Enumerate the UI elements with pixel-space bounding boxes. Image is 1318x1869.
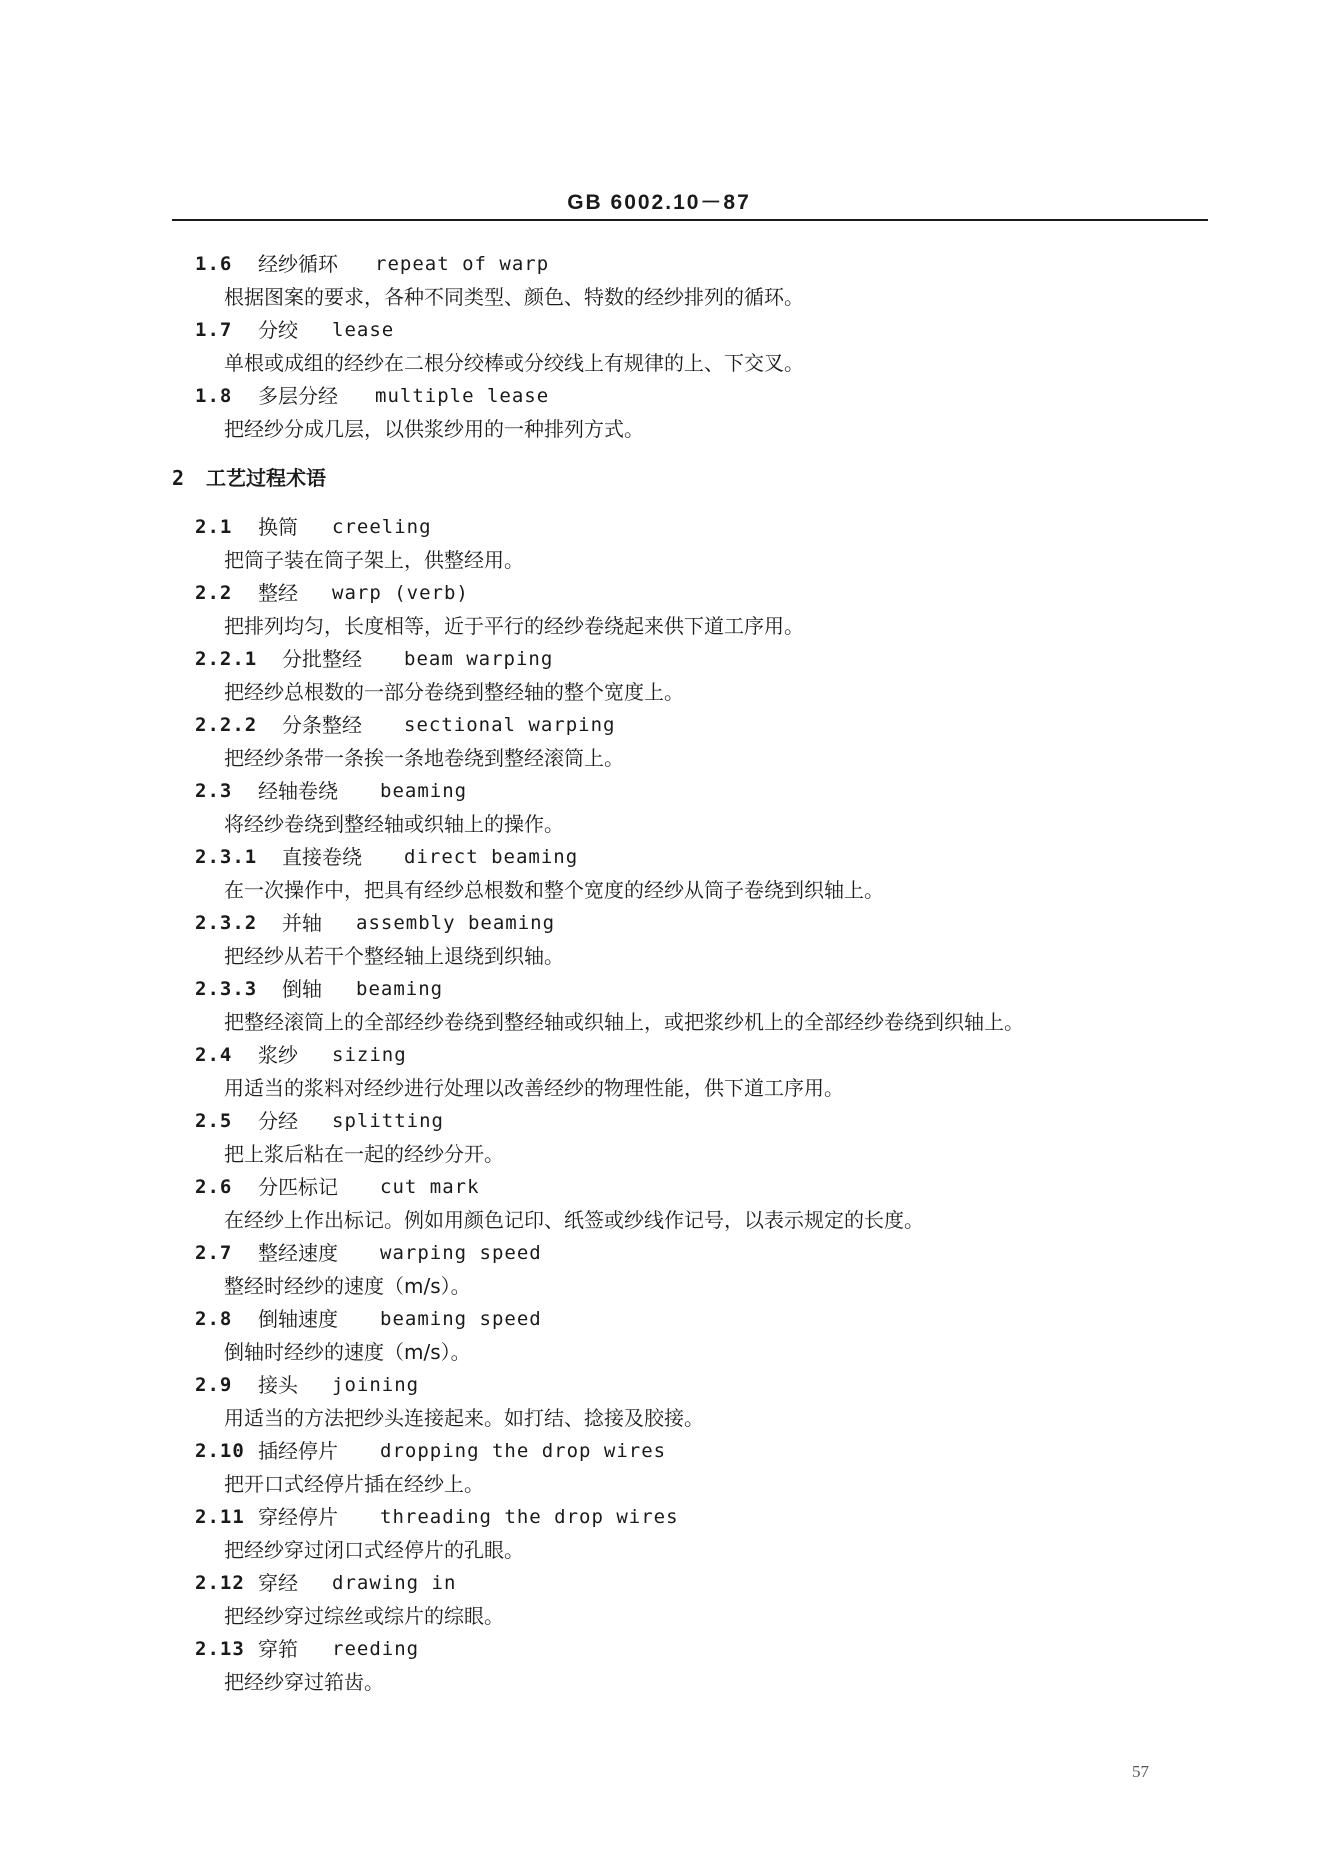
term-number: 2.12 <box>195 1572 245 1594</box>
term-entry <box>0 314 1318 347</box>
term-english: warp (verb) <box>332 582 469 604</box>
term-entry <box>0 709 1318 742</box>
term-chinese: 穿经停片 <box>258 1505 338 1529</box>
term-chinese: 直接卷绕 <box>282 845 362 869</box>
term-english: dropping the drop wires <box>380 1440 667 1462</box>
definition-text: 把排列均匀，长度相等，近于平行的经纱卷绕起来供下道工序用。 <box>224 614 804 638</box>
term-chinese: 并轴 <box>282 911 322 935</box>
term-chinese: 倒轴速度 <box>258 1307 338 1331</box>
term-definition <box>0 1204 1318 1237</box>
term-english: sectional warping <box>404 714 616 736</box>
term-number: 1.7 <box>195 319 233 341</box>
term-english: beaming <box>356 978 444 1000</box>
definition-text: 根据图案的要求，各种不同类型、颜色、特数的经纱排列的循环。 <box>224 285 804 309</box>
term-chinese: 分绞 <box>258 318 298 342</box>
term-definition <box>0 940 1318 973</box>
definition-text: 用适当的浆料对经纱进行处理以改善经纱的物理性能，供下道工序用。 <box>224 1076 844 1100</box>
term-chinese: 经纱循环 <box>258 252 338 276</box>
term-definition <box>0 808 1318 841</box>
term-chinese: 整经速度 <box>258 1241 338 1265</box>
term-number: 2.6 <box>195 1176 233 1198</box>
term-chinese: 分经 <box>258 1109 298 1133</box>
term-number: 2.3.1 <box>195 846 258 868</box>
definition-text: 整经时经纱的速度（m/s）。 <box>224 1274 471 1298</box>
term-chinese: 接头 <box>258 1373 298 1397</box>
definition-text: 把上浆后粘在一起的经纱分开。 <box>224 1142 504 1166</box>
term-english: lease <box>332 319 395 341</box>
term-english: multiple lease <box>375 385 550 407</box>
definition-text: 把经纱穿过闭口式经停片的孔眼。 <box>224 1538 524 1562</box>
term-number: 2.3.2 <box>195 912 258 934</box>
header-rule <box>172 219 1208 221</box>
term-entry <box>0 1369 1318 1402</box>
term-number: 2.3 <box>195 780 233 802</box>
term-entry <box>0 248 1318 281</box>
term-definition <box>0 1666 1318 1699</box>
term-definition <box>0 1600 1318 1633</box>
term-entry <box>0 1501 1318 1534</box>
term-english: joining <box>332 1374 420 1396</box>
term-definition <box>0 742 1318 775</box>
term-definition <box>0 874 1318 907</box>
term-definition <box>0 544 1318 577</box>
definition-text: 用适当的方法把纱头连接起来。如打结、捻接及胶接。 <box>224 1406 704 1430</box>
term-chinese: 多层分经 <box>258 384 338 408</box>
term-entry <box>0 1435 1318 1468</box>
definition-text: 把经纱条带一条挨一条地卷绕到整经滚筒上。 <box>224 746 624 770</box>
term-chinese: 经轴卷绕 <box>258 779 338 803</box>
term-entry <box>0 775 1318 808</box>
term-number: 2.2 <box>195 582 233 604</box>
term-english: beam warping <box>404 648 554 670</box>
term-entry <box>0 1303 1318 1336</box>
term-number: 2.1 <box>195 516 233 538</box>
definition-text: 在经纱上作出标记。例如用颜色记印、纸签或纱线作记号，以表示规定的长度。 <box>224 1208 924 1232</box>
document-body <box>0 248 1318 1699</box>
standard-code-header: GB 6002.10－87 <box>567 191 751 214</box>
term-definition <box>0 1072 1318 1105</box>
definition-text: 将经纱卷绕到整经轴或织轴上的操作。 <box>224 812 564 836</box>
term-english: assembly beaming <box>356 912 556 934</box>
term-definition <box>0 1270 1318 1303</box>
definition-text: 把整经滚筒上的全部经纱卷绕到整经轴或织轴上，或把浆纱机上的全部经纱卷绕到织轴上。 <box>224 1010 1024 1034</box>
term-english: beaming <box>380 780 468 802</box>
definition-text: 把经纱总根数的一部分卷绕到整经轴的整个宽度上。 <box>224 680 684 704</box>
term-english: warping speed <box>380 1242 542 1264</box>
term-english: sizing <box>332 1044 407 1066</box>
term-english: repeat of warp <box>375 253 550 275</box>
definition-text: 把开口式经停片插在经纱上。 <box>224 1472 484 1496</box>
term-entry <box>0 577 1318 610</box>
section-number: 2 <box>172 466 185 490</box>
section-title: 工艺过程术语 <box>206 466 326 490</box>
definition-text: 倒轴时经纱的速度（m/s）。 <box>224 1340 471 1364</box>
term-number: 2.7 <box>195 1242 233 1264</box>
term-english: splitting <box>332 1110 444 1132</box>
term-entry <box>0 841 1318 874</box>
term-english: threading the drop wires <box>380 1506 679 1528</box>
page-number: 57 <box>1132 1762 1149 1781</box>
term-definition <box>0 610 1318 643</box>
term-entry <box>0 511 1318 544</box>
term-definition <box>0 1006 1318 1039</box>
term-entry <box>0 380 1318 413</box>
definition-text: 把经纱分成几层，以供浆纱用的一种排列方式。 <box>224 417 644 441</box>
term-english: drawing in <box>332 1572 457 1594</box>
term-chinese: 整经 <box>258 581 298 605</box>
section-heading <box>0 462 1318 495</box>
term-definition <box>0 413 1318 446</box>
term-english: beaming speed <box>380 1308 542 1330</box>
term-chinese: 插经停片 <box>258 1439 338 1463</box>
term-definition <box>0 676 1318 709</box>
term-entry <box>0 907 1318 940</box>
term-number: 2.13 <box>195 1638 245 1660</box>
term-english: reeding <box>332 1638 420 1660</box>
term-chinese: 分匹标记 <box>258 1175 338 1199</box>
term-entry <box>0 1039 1318 1072</box>
definition-text: 把经纱从若干个整经轴上退绕到织轴。 <box>224 944 564 968</box>
term-chinese: 穿筘 <box>258 1637 298 1661</box>
term-definition <box>0 281 1318 314</box>
term-number: 2.3.3 <box>195 978 258 1000</box>
term-definition <box>0 1534 1318 1567</box>
definition-text: 把经纱穿过筘齿。 <box>224 1670 384 1694</box>
term-entry <box>0 973 1318 1006</box>
term-chinese: 分条整经 <box>282 713 362 737</box>
term-english: creeling <box>332 516 432 538</box>
term-number: 2.10 <box>195 1440 245 1462</box>
term-definition <box>0 1138 1318 1171</box>
term-number: 2.4 <box>195 1044 233 1066</box>
term-chinese: 浆纱 <box>258 1043 298 1067</box>
term-english: cut mark <box>380 1176 480 1198</box>
term-number: 1.6 <box>195 253 233 275</box>
term-chinese: 换筒 <box>258 515 298 539</box>
term-definition <box>0 1402 1318 1435</box>
definition-text: 把经纱穿过综丝或综片的综眼。 <box>224 1604 504 1628</box>
term-chinese: 穿经 <box>258 1571 298 1595</box>
definition-text: 单根或成组的经纱在二根分绞棒或分绞线上有规律的上、下交叉。 <box>224 351 804 375</box>
term-number: 1.8 <box>195 385 233 407</box>
term-entry <box>0 1633 1318 1666</box>
term-number: 2.11 <box>195 1506 245 1528</box>
term-entry <box>0 643 1318 676</box>
term-number: 2.8 <box>195 1308 233 1330</box>
term-definition <box>0 347 1318 380</box>
term-number: 2.2.2 <box>195 714 258 736</box>
term-entry <box>0 1567 1318 1600</box>
term-definition <box>0 1468 1318 1501</box>
term-definition <box>0 1336 1318 1369</box>
term-chinese: 分批整经 <box>282 647 362 671</box>
term-english: direct beaming <box>404 846 579 868</box>
definition-text: 把筒子装在筒子架上，供整经用。 <box>224 548 524 572</box>
definition-text: 在一次操作中，把具有经纱总根数和整个宽度的经纱从筒子卷绕到织轴上。 <box>224 878 884 902</box>
term-chinese: 倒轴 <box>282 977 322 1001</box>
term-entry <box>0 1171 1318 1204</box>
term-number: 2.2.1 <box>195 648 258 670</box>
term-entry <box>0 1237 1318 1270</box>
term-entry <box>0 1105 1318 1138</box>
term-number: 2.9 <box>195 1374 233 1396</box>
term-number: 2.5 <box>195 1110 233 1132</box>
